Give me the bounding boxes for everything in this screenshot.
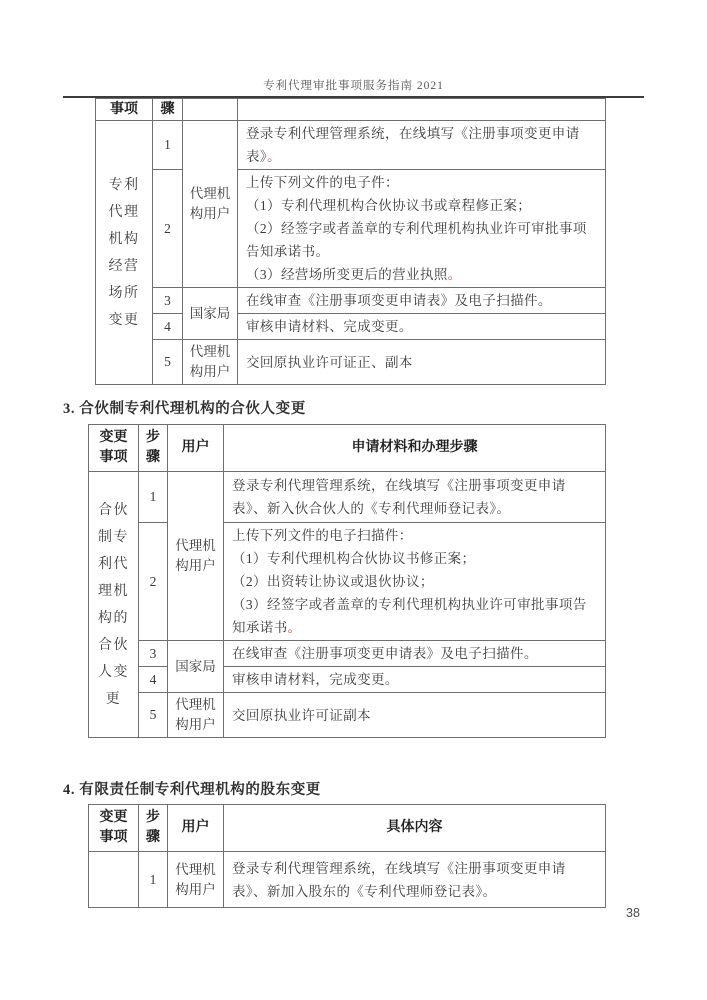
item-line: 利代 bbox=[98, 556, 129, 572]
content-line bbox=[232, 593, 599, 639]
item-cell bbox=[89, 472, 139, 738]
item-line: 场所 bbox=[108, 285, 140, 301]
user-cell: 国家局 bbox=[183, 288, 238, 340]
table-row bbox=[96, 314, 606, 340]
item-line: 机构 bbox=[108, 231, 140, 247]
header-cell-user bbox=[183, 99, 238, 121]
table-row bbox=[89, 667, 606, 693]
step-cell: 2 bbox=[139, 523, 168, 641]
shareholder-change-table bbox=[88, 804, 606, 908]
red-period: 。 bbox=[447, 267, 462, 282]
header-cell-step: 骤 bbox=[153, 99, 183, 121]
content-line: 上传下列文件的电子扫描件： bbox=[232, 528, 413, 543]
content-line: （2）出资转让协议或退伙协议； bbox=[232, 574, 434, 589]
step-cell: 5 bbox=[153, 340, 183, 385]
doc-header-title: 专利代理审批事项服务指南 2021 bbox=[263, 80, 444, 92]
page-number: 38 bbox=[626, 906, 640, 920]
item-line: 合伙 bbox=[98, 637, 129, 653]
user-line: 构用户 bbox=[175, 881, 216, 897]
user-line: 构用户 bbox=[175, 717, 216, 732]
header-cell-item bbox=[89, 805, 139, 852]
content-text: （3）经签字或者盖章的专利代理机构执业许可审批事项告知承诺书 bbox=[232, 597, 587, 635]
content-cell: 在线审查《注册事项变更申请表》及电子扫描件。 bbox=[224, 641, 606, 667]
item-line: 制专 bbox=[98, 529, 129, 545]
table-row bbox=[89, 693, 606, 738]
user-line: 构用户 bbox=[189, 364, 231, 379]
table-row bbox=[89, 523, 606, 641]
step-cell: 3 bbox=[153, 288, 183, 314]
item-line: 人变 bbox=[98, 664, 129, 680]
partner-change-table bbox=[88, 424, 606, 738]
item-line: 专利 bbox=[108, 177, 140, 193]
table-header-row bbox=[89, 425, 606, 472]
header-line: 步 bbox=[146, 810, 160, 825]
user-line: 构用户 bbox=[189, 206, 231, 221]
header-cell-step bbox=[139, 805, 168, 852]
table-row bbox=[96, 288, 606, 314]
content-line: （1）专利代理机构合伙协议书或章程修正案； bbox=[246, 198, 532, 213]
red-period: 。 bbox=[287, 620, 302, 635]
step-cell: 4 bbox=[139, 667, 168, 693]
step-cell: 3 bbox=[139, 641, 168, 667]
table-row bbox=[89, 472, 606, 523]
header-cell-user: 用户 bbox=[168, 805, 224, 852]
content-cell: 登录专利代理管理系统，在线填写《注册事项变更申请表》、新加入股东的《专利代理师登记表》。 bbox=[224, 852, 606, 908]
table-header-row bbox=[89, 805, 606, 852]
step-cell: 2 bbox=[153, 170, 183, 288]
item-cell bbox=[89, 852, 139, 908]
content-text: 登录专利代理管理系统，在线填写《注册事项变更申请表》 bbox=[246, 126, 580, 164]
content-line bbox=[246, 263, 599, 286]
item-line: 构的 bbox=[98, 610, 129, 626]
table-header-row bbox=[96, 99, 606, 121]
step-cell: 5 bbox=[139, 693, 168, 738]
header-line: 变更 bbox=[99, 430, 128, 445]
user-cell: 国家局 bbox=[168, 641, 224, 693]
table-row bbox=[96, 340, 606, 385]
user-cell bbox=[168, 852, 224, 908]
user-line: 代理机 bbox=[175, 861, 216, 877]
header-line: 步 bbox=[146, 430, 160, 445]
item-cell bbox=[96, 121, 153, 385]
header-line: 变更 bbox=[99, 810, 128, 825]
header-cell-content bbox=[238, 99, 606, 121]
item-line: 经营 bbox=[108, 258, 140, 274]
table-row bbox=[96, 121, 606, 170]
item-line: 变更 bbox=[108, 312, 140, 328]
header-line: 骤 bbox=[146, 450, 160, 465]
step-cell: 1 bbox=[139, 852, 168, 908]
user-line: 构用户 bbox=[175, 558, 216, 573]
item-line: 合伙 bbox=[98, 502, 129, 518]
user-cell bbox=[183, 340, 238, 385]
user-line: 代理机 bbox=[189, 344, 231, 359]
user-line: 代理机 bbox=[175, 697, 216, 712]
content-text: （3）经营场所变更后的营业执照 bbox=[246, 267, 448, 282]
header-cell-user: 用户 bbox=[168, 425, 224, 472]
content-cell: 审核申请材料、完成变更。 bbox=[238, 314, 606, 340]
business-address-change-table bbox=[95, 98, 606, 385]
content-cell: 登录专利代理管理系统，在线填写《注册事项变更申请表》、新入伙合伙人的《专利代理师登记表》。 bbox=[224, 472, 606, 523]
user-cell bbox=[183, 121, 238, 288]
item-line: 理机 bbox=[98, 583, 129, 599]
item-line: 代理 bbox=[108, 204, 140, 220]
header-cell-item: 事项 bbox=[96, 99, 153, 121]
content-cell: 在线审查《注册事项变更申请表》及电子扫描件。 bbox=[238, 288, 606, 314]
user-cell bbox=[168, 693, 224, 738]
content-line: （2）经签字或者盖章的专利代理机构执业许可审批事项告知承诺书。 bbox=[246, 221, 587, 259]
step-cell: 1 bbox=[139, 472, 168, 523]
step-cell: 4 bbox=[153, 314, 183, 340]
header-cell-item bbox=[89, 425, 139, 472]
table-row bbox=[89, 641, 606, 667]
header-cell-step bbox=[139, 425, 168, 472]
content-line: 上传下列文件的电子件： bbox=[246, 175, 399, 190]
user-cell bbox=[168, 472, 224, 641]
content-cell bbox=[238, 170, 606, 288]
red-period: 。 bbox=[267, 149, 281, 164]
shareholder-change-heading: 4. 有限责任制专利代理机构的股东变更 bbox=[63, 782, 321, 798]
header-line: 事项 bbox=[99, 830, 128, 845]
content-line: （1）专利代理机构合伙协议书修正案； bbox=[232, 551, 476, 566]
header-cell-content: 具体内容 bbox=[224, 805, 606, 852]
step-cell: 1 bbox=[153, 121, 183, 170]
user-line: 代理机 bbox=[175, 538, 216, 553]
header-line: 事项 bbox=[99, 450, 128, 465]
content-cell: 交回原执业许可证正、副本 bbox=[238, 340, 606, 385]
partner-change-heading: 3. 合伙制专利代理机构的合伙人变更 bbox=[63, 401, 306, 417]
content-cell: 审核申请材料，完成变更。 bbox=[224, 667, 606, 693]
table-row bbox=[89, 852, 606, 908]
content-cell: 交回原执业许可证副本 bbox=[224, 693, 606, 738]
item-line: 更 bbox=[105, 691, 122, 707]
user-line: 代理机 bbox=[189, 186, 231, 201]
header-line: 骤 bbox=[146, 830, 160, 845]
content-cell bbox=[224, 523, 606, 641]
header-cell-content: 申请材料和办理步骤 bbox=[224, 425, 606, 472]
content-cell bbox=[238, 121, 606, 170]
table-row bbox=[96, 170, 606, 288]
